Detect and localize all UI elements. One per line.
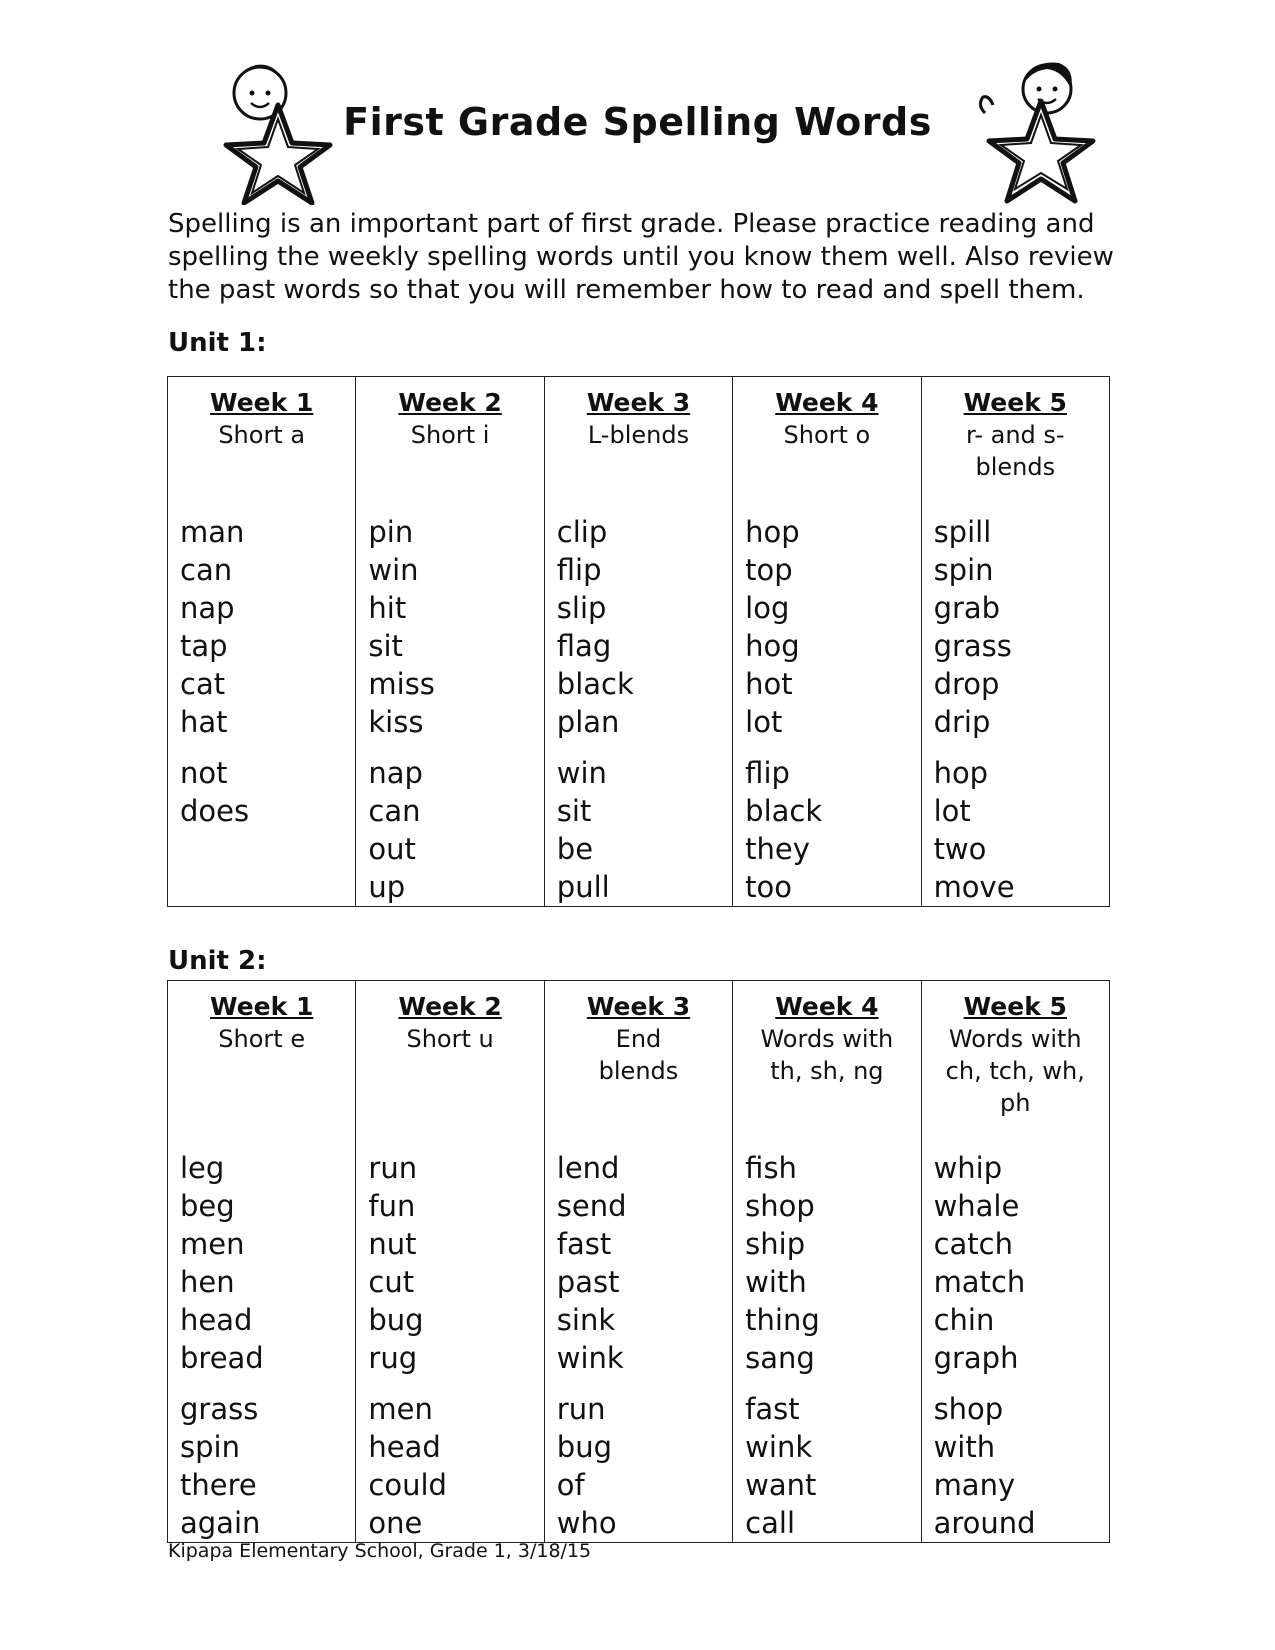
word: send [556,1189,627,1223]
word: hop [933,756,989,790]
word: black [556,667,634,701]
word: flip [745,756,790,790]
word: man [180,515,245,549]
word: they [745,832,810,866]
word-list [545,513,732,741]
week-heading: Week 3 [586,388,691,417]
word: win [556,756,607,790]
unit-2-label: Unit 2: [168,946,267,976]
word: black [745,794,823,828]
word: graph [933,1341,1019,1375]
word-list [356,513,543,741]
word: not [180,756,228,790]
word: can [180,553,233,587]
word: clip [556,515,608,549]
word: around [933,1506,1036,1540]
word: bread [180,1341,264,1375]
word: with [745,1265,807,1299]
extra-word-list [356,754,543,906]
week-topic: Short i [410,421,490,449]
week-heading: Week 2 [398,992,502,1021]
week-topic: Short u [406,1025,494,1053]
word: bug [368,1303,424,1337]
week-topic: Words with ch, tch, wh, ph [945,1025,1085,1117]
word: hat [180,705,228,739]
week-heading: Week 1 [210,992,314,1021]
word: bug [556,1430,612,1464]
week-column [733,981,921,1543]
word: cut [368,1265,415,1299]
word: be [556,832,594,866]
week-column [356,377,544,907]
word: whip [933,1151,1003,1185]
word: hit [368,591,407,625]
word: fish [745,1151,797,1185]
word: up [368,870,406,904]
unit-2-table [167,980,1110,1543]
page-title: First Grade Spelling Words [343,100,932,144]
word: too [745,870,793,904]
word: sang [745,1341,815,1375]
word: men [180,1227,245,1261]
word: move [933,870,1015,904]
week-topic: Short e [218,1025,306,1053]
week-topic: Short a [218,421,306,449]
week-topic: L-blends [587,421,690,449]
week-column [733,377,921,907]
word: head [368,1430,441,1464]
word: lend [556,1151,620,1185]
word: shop [745,1189,815,1223]
word: nap [180,591,235,625]
word-list [922,513,1109,741]
unit-1-label: Unit 1: [168,328,267,358]
week-heading: Week 1 [210,388,314,417]
word: flag [556,629,612,663]
extra-word-list [733,754,920,906]
word: rug [368,1341,418,1375]
week-column [168,981,356,1543]
word: miss [368,667,435,701]
word: match [933,1265,1026,1299]
extra-word-list [545,754,732,906]
word: tap [180,629,228,663]
extra-word-list [168,754,355,830]
word: who [556,1506,617,1540]
week-topic: Short o [783,421,871,449]
extra-word-list [733,1390,920,1542]
week-topic: r- and s- blends [965,421,1065,481]
word: drip [933,705,991,739]
week-heading: Week 3 [586,992,691,1021]
word: hop [745,515,800,549]
word: one [368,1506,423,1540]
word: ship [745,1227,806,1261]
word: many [933,1468,1016,1502]
word: kiss [368,705,424,739]
word: nap [368,756,423,790]
word: wink [745,1430,813,1464]
week-column [168,377,356,907]
word-list [356,1149,543,1377]
word: fun [368,1189,416,1223]
word: run [556,1392,606,1426]
week-column [356,981,544,1543]
week-column [544,981,732,1543]
word: lot [933,794,971,828]
word: win [368,553,419,587]
word: head [180,1303,253,1337]
unit-1-table [167,376,1110,907]
word: flip [556,553,602,587]
word: leg [180,1151,225,1185]
word-list [922,1149,1109,1377]
word: fast [556,1227,612,1261]
extra-word-list [545,1390,732,1542]
word: thing [745,1303,820,1337]
word: pin [368,515,414,549]
word: hog [745,629,800,663]
extra-word-list [922,754,1109,906]
word: hot [745,667,793,701]
week-heading: Week 4 [775,388,879,417]
word: does [180,794,250,828]
word: drop [933,667,1000,701]
word: men [368,1392,433,1426]
week-heading: Week 2 [398,388,502,417]
week-column [921,981,1109,1543]
word: spin [933,553,994,587]
word-list [168,513,355,741]
footer-text: Kipapa Elementary School, Grade 1, 3/18/15 [168,1540,592,1562]
word: want [745,1468,817,1502]
word: whale [933,1189,1020,1223]
word: plan [556,705,620,739]
word: hen [180,1265,235,1299]
word: pull [556,870,610,904]
word: of [556,1468,585,1502]
word: again [180,1506,261,1540]
week-topic: End blends [598,1025,679,1085]
word: sit [368,629,403,663]
word: grass [933,629,1012,663]
word: run [368,1151,418,1185]
word: spill [933,515,992,549]
word: shop [933,1392,1004,1426]
word: chin [933,1303,995,1337]
word: spin [180,1430,240,1464]
week-heading: Week 5 [963,992,1067,1021]
word: with [933,1430,996,1464]
week-column [544,377,732,907]
week-heading: Week 5 [963,388,1067,417]
word: log [745,591,790,625]
week-heading: Week 4 [775,992,879,1021]
kid-star-clipart-right [975,55,1105,205]
word: call [745,1506,796,1540]
word: slip [556,591,607,625]
word: can [368,794,421,828]
word: past [556,1265,620,1299]
word: two [933,832,987,866]
page-header [0,55,1275,205]
word: grass [180,1392,259,1426]
word: cat [180,667,226,701]
word-list [545,1149,732,1377]
word: top [745,553,793,587]
word: wink [556,1341,624,1375]
intro-paragraph: Spelling is an important part of first grade. Please practice reading and spelling the weekly spelling words until you know them well. Also review the past words so that you will remember how to read and spell them. [168,209,1114,305]
word: there [180,1468,257,1502]
word: sink [556,1303,616,1337]
word: out [368,832,416,866]
word-list [733,513,920,741]
extra-word-list [168,1390,355,1542]
word: grab [933,591,1001,625]
word: fast [745,1392,800,1426]
word: catch [933,1227,1013,1261]
week-column [921,377,1109,907]
word-list [733,1149,920,1377]
word: sit [556,794,592,828]
word: could [368,1468,447,1502]
word: beg [180,1189,235,1223]
week-topic: Words with th, sh, ng [760,1025,894,1085]
word: lot [745,705,783,739]
extra-word-list [922,1390,1109,1542]
word: nut [368,1227,417,1261]
word-list [168,1149,355,1377]
extra-word-list [356,1390,543,1542]
